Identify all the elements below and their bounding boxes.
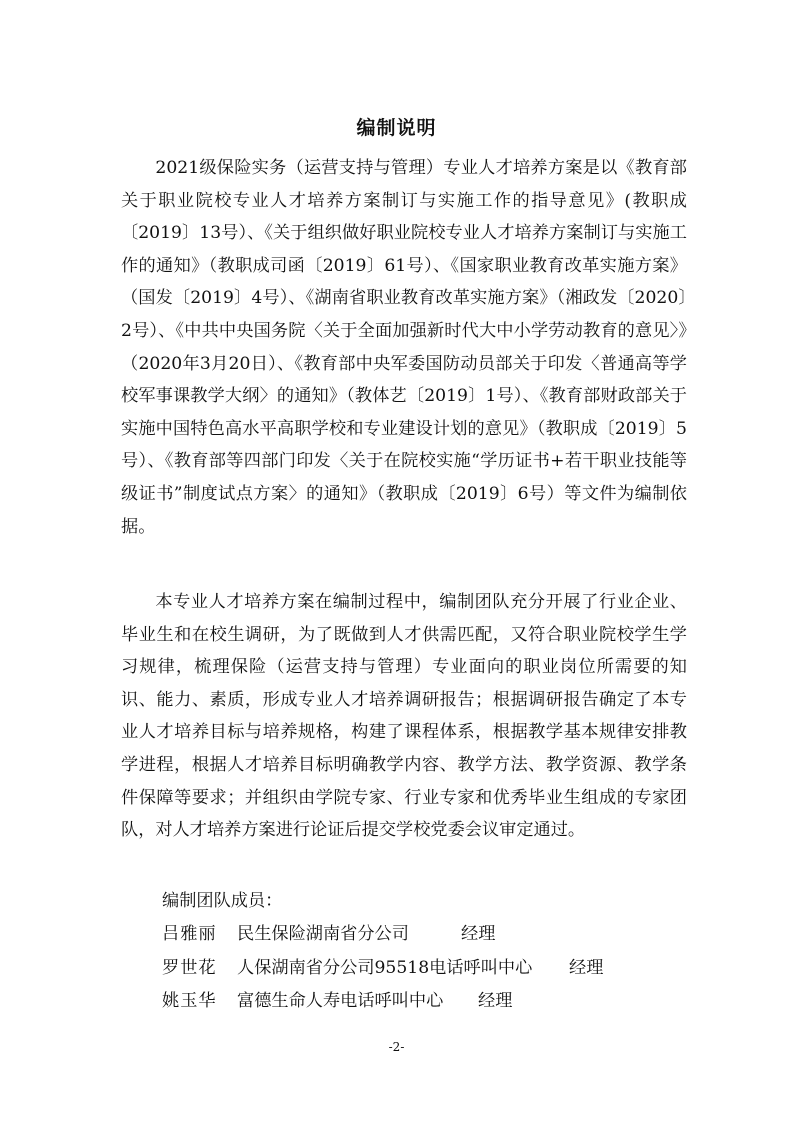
member-name: 罗世花 <box>162 958 217 978</box>
member-organization: 人保湖南省分公司95518电话呼叫中心 <box>237 958 533 978</box>
page-number: -2- <box>388 1040 405 1054</box>
team-member <box>162 918 495 950</box>
member-role: 经理 <box>478 991 513 1011</box>
member-name: 吕雅丽 <box>162 924 217 944</box>
member-organization: 民生保险湖南省分公司 <box>237 924 409 944</box>
member-role: 经理 <box>569 958 604 978</box>
team-member <box>162 952 603 984</box>
page-title: 编制说明 <box>356 117 437 139</box>
team-label: 编制团队成员： <box>162 891 283 911</box>
member-organization: 富德生命人寿电话呼叫中心 <box>237 991 444 1011</box>
member-role: 经理 <box>461 924 496 944</box>
body-paragraph-process: 本专业人才培养方案在编制过程中，编制团队充分开展了行业企业、毕业生和在校生调研，为了既做到人才供需匹配，又符合职业院校学生学习规律，梳理保险（运营支持与管理）专业面向的职业岗位所需要的知识、能力、素质，形成专业人才培养调研报告；根据调研报告确定了本专业人才培养目标与培养规格，构建了课程体系，根据教学基本规律安排教学进程，根据人才培养目标明确教学内容、教学方法、教学资源、教学条件保障等要求；并组织由学院专家、行业专家和优秀毕业生组成的专家团队，对人才培养方案进行论证后提交学校党委会议审定通过。 <box>121 592 687 841</box>
team-member <box>162 985 512 1017</box>
member-name: 姚玉华 <box>162 991 217 1011</box>
body-paragraph-basis: 2021级保险实务（运营支持与管理）专业人才培养方案是以《教育部关于职业院校专业人才培养方案制订与实施工作的指导意见》(教职成〔2019〕13号）、《关于组织做好职业院校专业人才培养方案制订与实施工作的通知》（教职成司函〔2019〕61号）、《国家职业教育改革实施方案》（国发〔2019〕4号）、《湖南省职业教育改革实施方案》（湘政发〔2020〕2号）、《中共中央国务院〈关于全面加强新时代大中小学劳动教育的意见〉》（2020年3月20日）、《教育部中央军委国防动员部关于印发〈普通高等学校军事课教学大纲〉的通知》（教体艺〔2019〕1号）、《教育部财政部关于实施中国特色高水平高职学校和专业建设计划的意见》（教职成〔2019〕5号）、《教育部等四部门印发〈关于在院校实施“学历证书+若干职业技能等级证书”制度试点方案〉的通知》（教职成〔2019〕6号）等文件为编制依据。 <box>121 158 687 537</box>
